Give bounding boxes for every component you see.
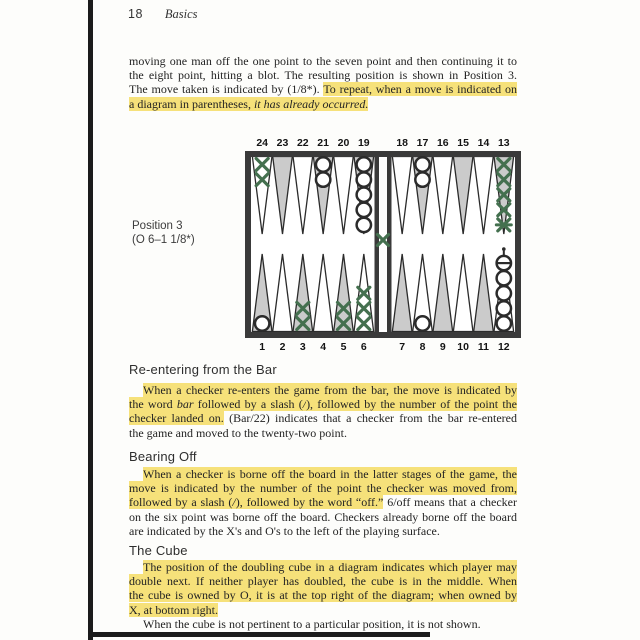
checker-o-stem-knob [502, 247, 506, 251]
checker-o [357, 218, 371, 232]
point-number-bottom: 7 [399, 341, 406, 353]
highlighted-text: When a checker re-enters the game from the bar, the move is indicated by [143, 383, 517, 397]
point-number-top: 23 [276, 137, 289, 149]
highlighted-text: When a checker is borne off the board in the latter stages of the game, the [143, 467, 517, 481]
point-number-top: 22 [296, 137, 309, 149]
checker-o [497, 286, 511, 300]
highlighted-text: To repeat, when a move is indicated on [323, 82, 517, 97]
highlighted-text: the word [129, 397, 177, 412]
highlighted-text: a diagram in parentheses, [129, 96, 254, 111]
text-line [129, 54, 517, 68]
highlighted-text: followed by a slash ( [193, 397, 303, 412]
body-text: the eight point, hitting a blot. The resulting position is shown in Position 3. [129, 68, 517, 83]
point-number-bottom: 1 [259, 341, 266, 353]
position-title: Position 3 [132, 220, 183, 232]
text-line [129, 603, 517, 617]
body-text: the game and moved to the twenty-two point. [129, 425, 347, 440]
point-number-bottom: 11 [477, 341, 490, 353]
checker-o [415, 172, 429, 186]
checker-o [316, 157, 330, 171]
point-number-top: 19 [357, 137, 370, 149]
section-heading-the-cube: The Cube [129, 543, 188, 558]
highlighted-text: ), followed by the word “off.” [235, 495, 384, 510]
text-line [129, 97, 517, 111]
body-text: 6/off means that a checker [383, 495, 517, 510]
scan-left-edge [88, 0, 93, 640]
text-line [129, 617, 517, 631]
text-line [129, 411, 517, 425]
body-text: are indicated by the X's and O's to the left of the playing surface. [129, 523, 440, 538]
point-number-bottom: 8 [419, 341, 426, 353]
highlighted-text: the cube is owned by O, it is at the top right of the diagram; when owned by [129, 588, 517, 603]
checker-o [357, 157, 371, 171]
point-number-top: 17 [416, 137, 429, 149]
checker-o [497, 316, 511, 330]
point-number-top: 18 [396, 137, 409, 149]
checker-o [316, 172, 330, 186]
body-text: on the six point was borne off the board. Checkers already borne off the board [129, 509, 517, 524]
checker-o [357, 203, 371, 217]
point-number-bottom: 6 [360, 341, 367, 353]
checker-o [415, 157, 429, 171]
highlighted-text: checker landed on. [129, 411, 224, 426]
body-text: The move taken is indicated by (1/8*). [129, 82, 324, 97]
the-cube-paragraph [129, 560, 517, 631]
highlighted-text: / [302, 397, 307, 412]
chapter-title: Basics [164, 7, 198, 21]
body-text: (Bar/22) indicates that a checker from the bar re-entered [223, 411, 517, 426]
highlighted-text: it has already occurred. [253, 96, 369, 111]
backgammon-board-diagram [245, 133, 521, 355]
scan-bottom-edge [88, 632, 430, 637]
checker-o [415, 316, 429, 330]
body-text: When the cube is not pertinent to a particular position, it is not shown. [143, 616, 481, 631]
highlighted-text: The position of the doubling cube in a diagram indicates which player may [143, 560, 517, 574]
position-move: (O 6–1 1/8*) [132, 234, 195, 246]
point-number-bottom: 5 [340, 341, 347, 353]
highlighted-text: X, at bottom right. [129, 602, 218, 617]
point-number-top: 13 [497, 137, 510, 149]
text-line [129, 510, 517, 524]
bearing-off-paragraph [129, 467, 517, 538]
point-number-top: 16 [436, 137, 449, 149]
section-heading-bearing-off: Bearing Off [129, 449, 197, 464]
text-line [129, 426, 517, 440]
point-number-bottom: 10 [457, 341, 469, 353]
reentering-paragraph [129, 383, 517, 440]
text-line [129, 560, 517, 574]
position-label [132, 219, 195, 247]
page-number: 18 [128, 7, 143, 21]
page-header [128, 7, 198, 22]
point-number-bottom: 9 [439, 341, 446, 353]
checker-o [255, 316, 269, 330]
highlighted-text: move is indicated by the number of the point the checker was moved from, [129, 481, 517, 496]
point-number-top: 24 [256, 137, 269, 149]
text-line [129, 574, 517, 588]
intro-paragraph [129, 54, 517, 111]
highlighted-text: ), followed by the number of the point the [306, 397, 517, 412]
text-line [129, 588, 517, 602]
point-number-top: 14 [477, 137, 490, 149]
text-line [129, 397, 517, 411]
text-line [129, 383, 517, 397]
body-text: moving one man off the one point to the seven point and then continuing it to [129, 54, 517, 68]
text-line [129, 82, 517, 96]
checker-o [357, 172, 371, 186]
point-number-bottom: 2 [279, 341, 286, 353]
text-line [129, 467, 517, 481]
text-line [129, 524, 517, 538]
checker-o [497, 271, 511, 285]
text-line [129, 481, 517, 495]
section-heading-reentering: Re-entering from the Bar [129, 362, 277, 377]
highlighted-text: bar [176, 397, 194, 412]
highlighted-text: / [232, 495, 236, 510]
text-line [129, 495, 517, 509]
highlighted-text: followed by a slash ( [129, 495, 233, 510]
point-number-bottom: 12 [497, 341, 510, 353]
highlighted-text: double next. If neither player has doubled, the cube is in the middle. When [129, 574, 517, 589]
point-number-bottom: 3 [299, 341, 306, 353]
text-line [129, 68, 517, 82]
point-number-top: 20 [337, 137, 350, 149]
checker-o [357, 188, 371, 202]
point-number-top: 15 [457, 137, 469, 149]
point-number-top: 21 [317, 137, 329, 149]
checker-o [497, 301, 511, 315]
point-number-bottom: 4 [320, 341, 327, 353]
